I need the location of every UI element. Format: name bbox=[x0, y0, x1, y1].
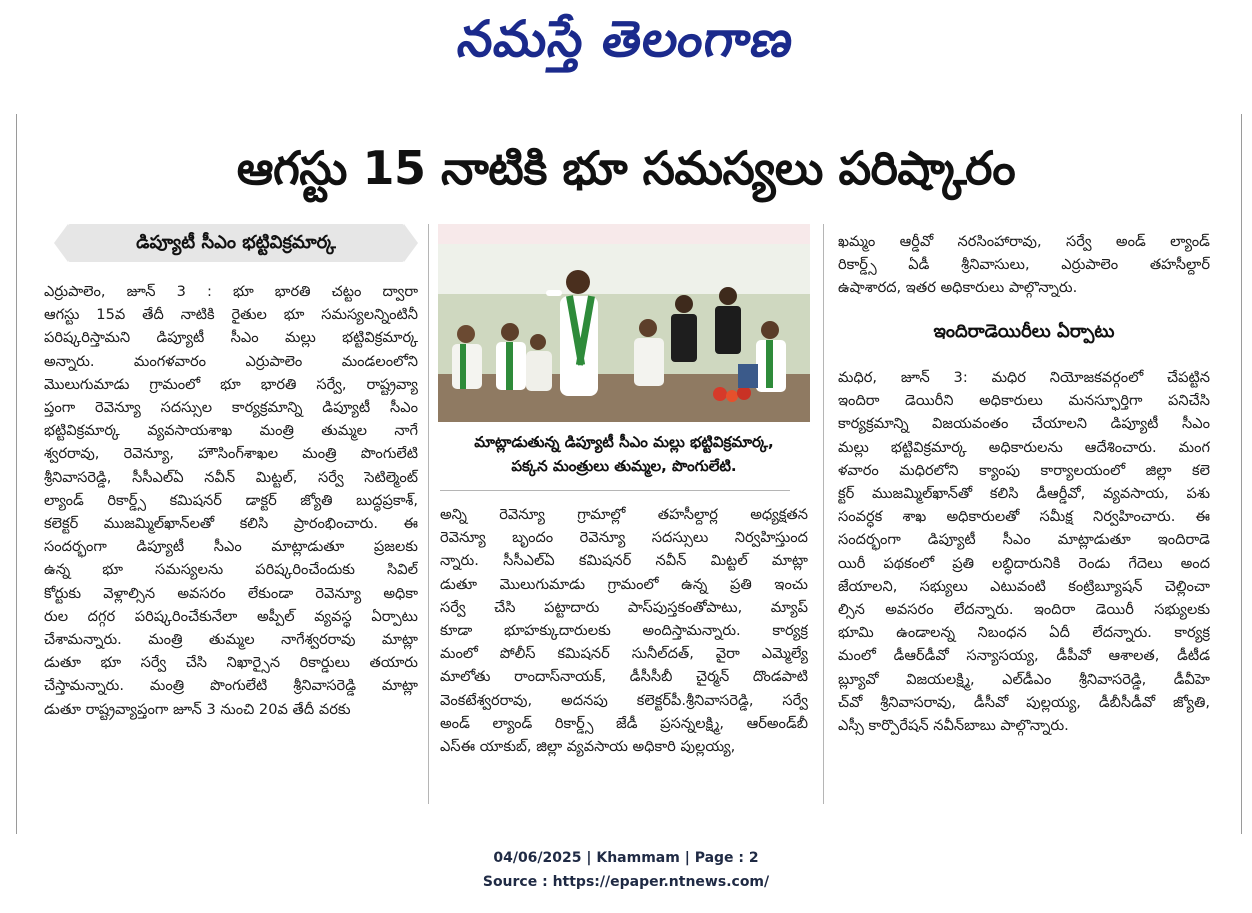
article-text-line: కలెక్టర్ ముజమ్మిల్‌ఖాన్‌లతో కలిసి ప్రారంభించారు. ఈ bbox=[44, 515, 418, 533]
article-text-line: రెవెన్యూ బృందం రెవెన్యూ సదస్సులు నిర్వహిస్తుంద bbox=[440, 529, 808, 547]
article-column-3 bbox=[838, 230, 1210, 302]
article-text-line: చ్‌వో శ్రీనివాసరావు, డీసీవో పుల్లయ్య, డీబీసీడీవో జ్యోతి, bbox=[838, 693, 1210, 711]
article-text-line: బ్ల్యూవో విజయలక్ష్మి, ఎల్‌డీఎం శ్రీనివాసరెడ్డి, డీవీహె bbox=[838, 670, 1210, 688]
article-text-line: రికార్డ్స్ ఏడీ శ్రీనివాసులు, ఎర్రుపాలెం తహసీల్దార్ bbox=[838, 256, 1210, 274]
newspaper-masthead: నమస్తే తెలంగాణ bbox=[454, 9, 798, 68]
article-text-line: భూమి ఉండాలన్న నిబంధన ఏదీ లేదన్నారు. కార్యక్ర bbox=[838, 624, 1210, 642]
article-text-line: ల్యాండ్ రికార్డ్స్ కమిషనర్ డాక్టర్ జ్యోతి బుద్ధప్రకాశ్, bbox=[44, 491, 418, 509]
article-text-line: శ్వరరావు, రెవెన్యూ, హౌసింగ్‌శాఖల మంత్రి పొంగులేటి bbox=[44, 445, 418, 463]
article-text-line: ఎర్రుపాలెం, జూన్ 3 : భూ భారతి చట్టం ద్వారా bbox=[44, 283, 418, 300]
article-text-line: చేస్తామన్నారు. మంత్రి పొంగులేటి శ్రీనివాసరెడ్డి మాట్లా bbox=[44, 677, 418, 695]
article-column-1 bbox=[44, 280, 418, 810]
article-text-line: ఉన్న భూ సమస్యలను పరిష్కరించేందుకు సివిల్ bbox=[44, 561, 418, 579]
article-text-line: డుతూ రాష్ట్రవ్యాప్తంగా జూన్ 3 నుంచి 20వ తేదీ వరకు bbox=[44, 700, 351, 718]
column-divider bbox=[823, 224, 824, 804]
article-text-line: సర్వే చేసి పట్టాదారు పాస్‌పుస్తకంతోపాటు, మ్యాప్ bbox=[440, 598, 808, 616]
article-text-line: మొలుగుమాడు గ్రామంలో భూ భారతి సర్వే, రాష్ట్రవ్యా bbox=[44, 375, 418, 393]
article-text-line: శ్రీనివాసరెడ్డి, సీసీఎల్‌ఏ నవీన్ మిట్టల్, సర్వే సెటిల్మెంట్ bbox=[44, 468, 418, 486]
article-text-line: మంలో డీఆర్‌డీవో సన్యాసయ్య, డీపీవో ఆశాలత, డీటీడ bbox=[838, 647, 1210, 665]
article-text-line: ప్తంగా రెవెన్యూ సదస్సుల కార్యక్రమాన్ని డిప్యూటీ సీఎం bbox=[44, 399, 418, 417]
article-text-line: ళవారం మధిరలోని క్యాంపు కార్యాలయంలో జిల్లా కలె bbox=[838, 461, 1210, 479]
article-text-line: అన్నారు. మంగళవారం ఎర్రుపాలెం మండలంలోని bbox=[44, 352, 418, 370]
article-subhead: డిప్యూటీ సీఎం భట్టివిక్రమార్క bbox=[68, 224, 404, 262]
article-text-line: పరిష్కరిస్తామని డిప్యూటీ సీఎం మల్లు భట్టివిక్రమార్క bbox=[44, 329, 418, 347]
article-text-line: ల్సిన అవసరం లేదన్నారు. ఇందిరా డెయిరీ సభ్యులకు bbox=[838, 601, 1210, 619]
article-text-line: జేయాలని, సభ్యులు ఎటువంటి కంట్రిబ్యూషన్ చెల్లించా bbox=[838, 577, 1210, 595]
second-article-body bbox=[838, 366, 1210, 806]
article-text-line: రుల దగ్గర పరిష్కరించేకునేలా అప్పీల్ వ్యవస్థ ఏర్పాటు bbox=[44, 607, 418, 625]
article-text-line: మధిర, జూన్ 3: మధిర నియోజకవర్గంలో చేపట్టిన bbox=[838, 369, 1210, 386]
article-text-line: అన్ని రెవెన్యూ గ్రామాల్లో తహసీల్దార్ల అధ్యక్షతన bbox=[440, 506, 808, 523]
article-text-line: డుతూ మొలుగుమాడు గ్రామంలో ఉన్న ప్రతి ఇంచు bbox=[440, 575, 808, 593]
article-text-line: కార్యక్రమాన్ని విజయవంతం చేయాలని డిప్యూటీ సీఎం bbox=[838, 415, 1210, 433]
article-text-line: ఎస్సీ కార్పొరేషన్ నవీన్‌బాబు పాల్గొన్నారు. bbox=[838, 717, 1069, 735]
article-text-line: యిరీ పథకంలో ప్రతి లబ్ధిదారునికి రెండు గేదెలు అంద bbox=[838, 554, 1210, 572]
article-text-line: ఉషాశారద, ఇతర అధికారులు పాల్గొన్నారు. bbox=[838, 279, 1078, 297]
footer-source[interactable]: Source : https://epaper.ntnews.com/ bbox=[482, 874, 770, 890]
article-photo bbox=[438, 224, 810, 422]
article-text-line: అండ్ ల్యాండ్ రికార్డ్స్ జేడీ ప్రసన్నలక్ష్మి, ఆర్‌అండ్‌బీ bbox=[440, 714, 808, 732]
article-text-line: మల్లు భట్టివిక్రమార్క అధికారులను ఆదేశించారు. మంగ bbox=[838, 438, 1210, 456]
article-text-line: సందర్భంగా డిప్యూటీ సీఎం మాట్లాడుతూ ప్రజలకు bbox=[44, 538, 418, 556]
article-text-line: ఖమ్మం ఆర్డీవో నరసింహారావు, సర్వే అండ్ ల్యాండ్ bbox=[838, 233, 1210, 250]
article-text-line: ఆగస్టు 15వ తేదీ నాటికి రైతుల భూ సమస్యలన్నింటినీ bbox=[44, 306, 418, 324]
photo-illustration bbox=[438, 224, 810, 422]
article-text-line: కోర్టుకు వెళ్లాల్సిన అవసరం లేకుండా రెవెన్యూ అధికా bbox=[44, 584, 418, 602]
article-text-line: ఎస్‌ఈ యాకుబ్, జిల్లా వ్యవసాయ అధికారి పుల్లయ్య, bbox=[440, 738, 736, 756]
article-text-line: మంలో పోలీస్ కమిషనర్ సునీల్‌దత్, వైరా ఎమ్మెల్యే bbox=[440, 645, 808, 663]
photo-caption bbox=[438, 430, 810, 478]
photo-caption-line: మాట్లాడుతున్న డిప్యూటీ సీఎం మల్లు భట్టివిక్రమార్క, bbox=[474, 433, 774, 451]
article-text-line: మాలోతు రాందాస్‌నాయక్, డీసీసీబీ చైర్మన్ దొండపాటి bbox=[440, 668, 808, 686]
caption-divider bbox=[440, 490, 790, 491]
article-column-2 bbox=[440, 503, 808, 803]
column-divider bbox=[428, 224, 429, 804]
article-text-line: కూడా భూహక్కుదారులకు అందిస్తామన్నారు. కార్యక్ర bbox=[440, 622, 808, 640]
article-text-line: న్నారు. సీసీఎల్‌ఏ కమిషనర్ నవీన్ మిట్టల్ మాట్లా bbox=[440, 552, 808, 570]
photo-caption-line: పక్కన మంత్రులు తుమ్మల, పొంగులేటి. bbox=[511, 457, 737, 475]
article-headline: ఆగస్టు 15 నాటికి భూ సమస్యలు పరిష్కారం bbox=[236, 141, 1016, 195]
article-text-line: సందర్భంగా డిప్యూటీ సీఎం మాట్లాడుతూ ఇందిరాడె bbox=[838, 531, 1210, 549]
article-text-line: వెంకటేశ్వరరావు, అదనపు కలెక్టర్‌పీ.శ్రీనివాసరెడ్డి, సర్వే bbox=[440, 691, 808, 709]
article-text-line: చేశామన్నారు. మంత్రి తుమ్మల నాగేశ్వరరావు మాట్లా bbox=[44, 631, 418, 649]
second-article-heading: ఇందిరాడెయిరీలు ఏర్పాటు bbox=[933, 321, 1115, 342]
article-text-line: ఇందిరా డెయిరీని అధికారులు మనస్ఫూర్తిగా పనిచేసి bbox=[838, 392, 1210, 410]
article-text-line: డుతూ భూ సర్వే చేసి నిఖార్సైన రికార్డులు తయారు bbox=[44, 654, 418, 672]
article-text-line: భట్టివిక్రమార్క వ్యవసాయశాఖ మంత్రి తుమ్మల నాగే bbox=[44, 422, 418, 440]
article-text-line: క్టర్ ముజమ్మిల్‌ఖాన్‌తో కలిసి డీఆర్డీవో, వ్యవసాయ, పశు bbox=[838, 485, 1210, 503]
footer-date-edition: 04/06/2025 | Khammam | Page : 2 bbox=[493, 850, 759, 866]
article-text-line: సంవర్ధక శాఖ అధికారులతో సమీక్ష నిర్వహించారు. ఈ bbox=[838, 508, 1210, 526]
